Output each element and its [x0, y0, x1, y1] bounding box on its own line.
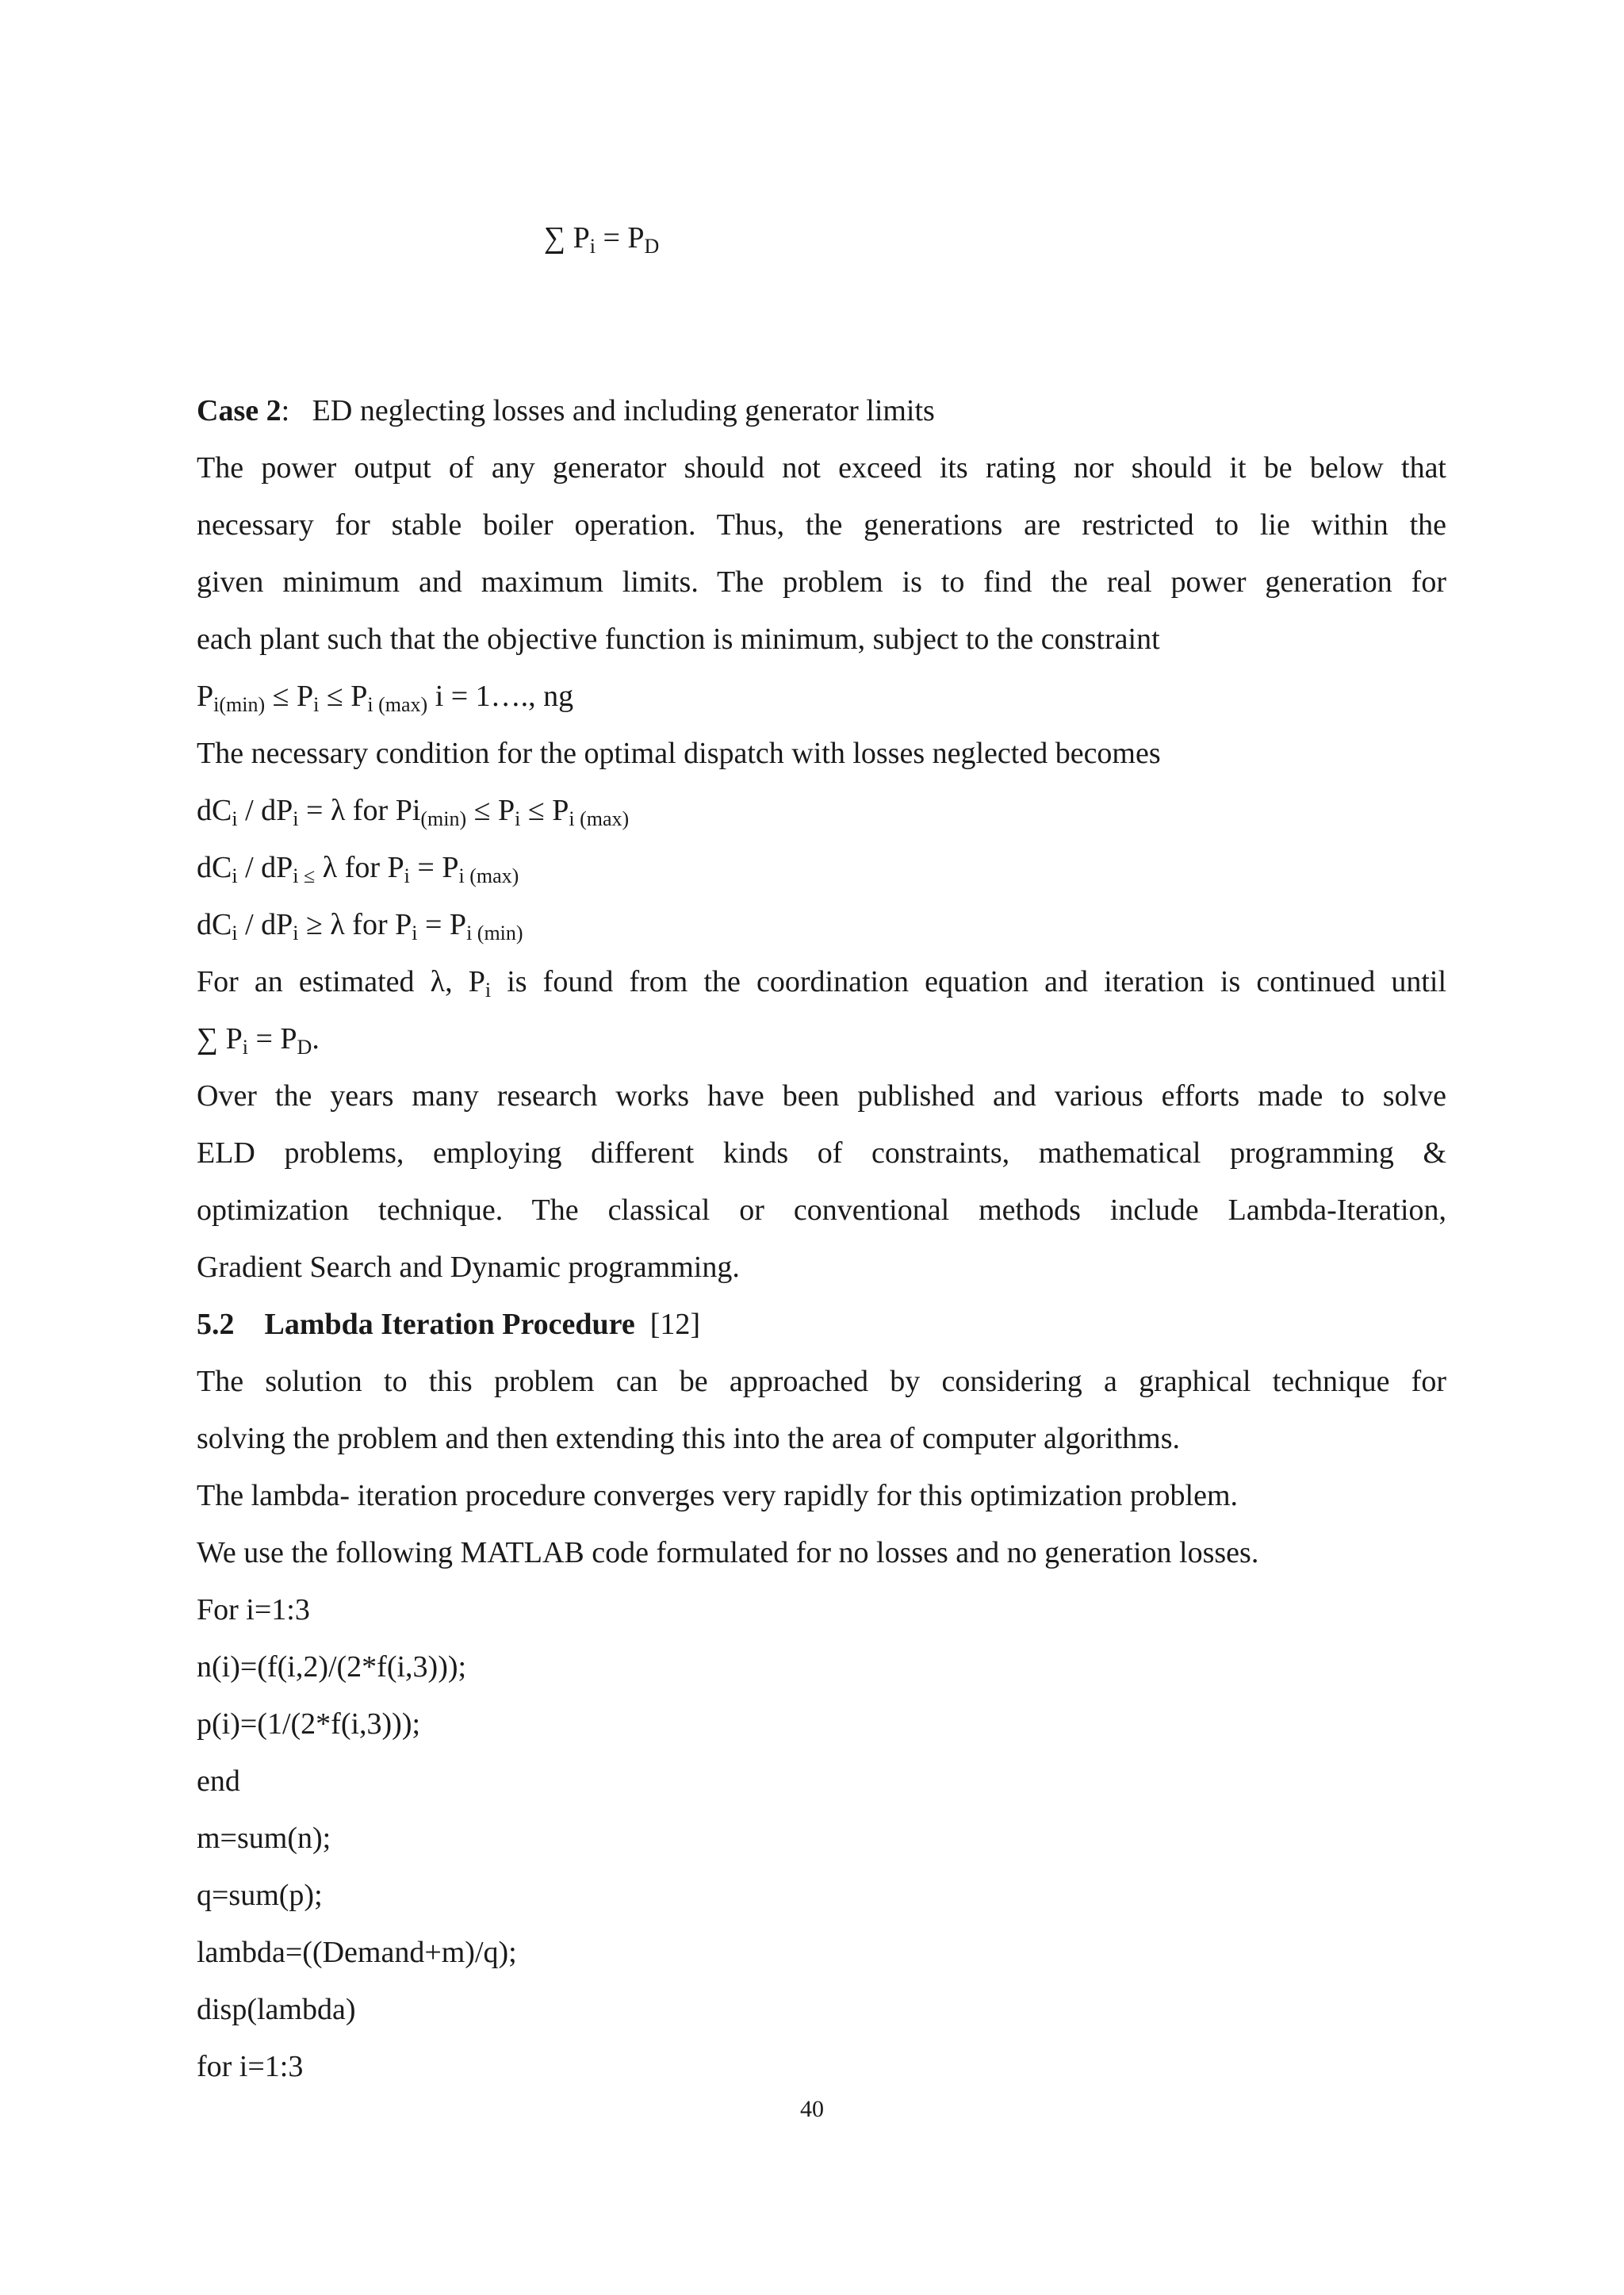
paragraph-line: The solution to this problem can be approached by considering a graphical technique for: [197, 1365, 1446, 1398]
paragraph-line: optimization technique. The classical or conventional methods include Lambda-Iteration,: [197, 1193, 1446, 1227]
code-line: disp(lambda): [197, 1993, 356, 2026]
optimality-condition-2: [197, 849, 519, 895]
paragraph-line: solving the problem and then extending this into the area of computer algorithms.: [197, 1422, 1180, 1455]
condition-text: = λ for Pi: [298, 794, 421, 827]
condition-text: dC: [197, 794, 232, 827]
condition-text: ≥ λ for P: [298, 908, 412, 941]
code-line: q=sum(p);: [197, 1879, 323, 1912]
equation-text: ∑ P: [544, 221, 590, 255]
condition-text: dC: [197, 908, 232, 941]
condition-subscript: i: [293, 921, 299, 944]
paragraph-line: Over the years many research works have been published and various efforts made to solve: [197, 1079, 1446, 1113]
condition-subscript: i: [232, 921, 238, 944]
constraint-text: i = 1…., ng: [427, 680, 574, 713]
constraint-text: ≤ P: [265, 680, 314, 713]
paragraph-line: The necessary condition for the optimal dispatch with losses neglected becomes: [197, 737, 1161, 770]
case-label: Case 2: [197, 394, 282, 427]
equation-subscript: D: [644, 235, 660, 258]
condition-text: λ for P: [315, 851, 404, 884]
condition-subscript: (min): [420, 807, 467, 830]
code-line: m=sum(n);: [197, 1822, 331, 1855]
condition-subscript: i (min): [466, 921, 523, 944]
paragraph-line: ELD problems, employing different kinds of constraints, mathematical programming &: [197, 1136, 1446, 1170]
constraint-text: P: [197, 680, 214, 713]
condition-text: = P: [417, 908, 467, 941]
condition-text: / dP: [237, 908, 293, 941]
code-line: lambda=((Demand+m)/q);: [197, 1936, 517, 1969]
code-line: end: [197, 1764, 240, 1798]
code-line: For i=1:3: [197, 1593, 310, 1626]
paragraph-line: necessary for stable boiler operation. Thus, the generations are restricted to lie within the: [197, 508, 1446, 542]
paragraph-line: given minimum and maximum limits. The problem is to find the real power generation for: [197, 565, 1446, 599]
case-heading: [197, 392, 935, 430]
sum-equation: [544, 219, 659, 266]
paragraph-line: [197, 963, 1446, 1010]
condition-subscript: i: [404, 864, 410, 887]
condition-text: / dP: [237, 794, 293, 827]
constraint-subscript: i (max): [367, 693, 428, 716]
condition-subscript: i: [232, 864, 238, 887]
constraint-subscript: i: [313, 693, 320, 716]
code-line: p(i)=(1/(2*f(i,3)));: [197, 1707, 421, 1741]
condition-text: ≤ P: [520, 794, 569, 827]
case-title: ED neglecting losses and including generator limits: [312, 394, 935, 427]
constraint-text: ≤ P: [319, 680, 368, 713]
section-title: Lambda Iteration Procedure: [264, 1308, 635, 1341]
generator-limit-constraint: [197, 677, 573, 724]
equation-subscript: i: [589, 235, 596, 258]
paragraph-subscript: i: [242, 1036, 248, 1059]
condition-text: dC: [197, 851, 232, 884]
paragraph-line: We use the following MATLAB code formulated for no losses and no generation losses.: [197, 1536, 1259, 1569]
paragraph-subscript: D: [297, 1036, 312, 1059]
paragraph-text: .: [312, 1022, 320, 1056]
section-heading: [197, 1305, 700, 1343]
section-reference: [12]: [649, 1308, 701, 1341]
condition-text: = P: [409, 851, 459, 884]
case-colon: :: [281, 394, 290, 427]
paragraph-text: ∑ P: [197, 1022, 243, 1056]
paragraph-line: each plant such that the objective function is minimum, subject to the constraint: [197, 623, 1160, 656]
condition-text: / dP: [237, 851, 293, 884]
section-number: 5.2: [197, 1308, 235, 1341]
optimality-condition-3: [197, 906, 523, 952]
condition-subscript: i ≤: [293, 864, 316, 887]
paragraph-text: = P: [247, 1022, 297, 1056]
condition-text: ≤ P: [466, 794, 515, 827]
page-number: 40: [800, 2096, 824, 2122]
paragraph-line: Gradient Search and Dynamic programming.: [197, 1251, 740, 1284]
condition-subscript: i: [293, 807, 299, 830]
condition-subscript: i: [515, 807, 521, 830]
constraint-subscript: i(min): [213, 693, 266, 716]
paragraph-text: For an estimated λ, P: [197, 965, 485, 998]
code-line: for i=1:3: [197, 2050, 304, 2083]
paragraph-text: is found from the coordination equation and iteration is continued until: [491, 965, 1446, 998]
condition-subscript: i: [412, 921, 418, 944]
condition-subscript: i: [232, 807, 238, 830]
paragraph-line: [197, 1020, 320, 1067]
paragraph-line: The power output of any generator should not exceed its rating nor should it be below that: [197, 451, 1446, 485]
equation-text: = P: [595, 221, 645, 255]
optimality-condition-1: [197, 791, 629, 838]
condition-subscript: i (max): [458, 864, 519, 887]
code-line: n(i)=(f(i,2)/(2*f(i,3)));: [197, 1650, 467, 1684]
paragraph-line: The lambda- iteration procedure converges very rapidly for this optimization problem.: [197, 1479, 1239, 1512]
condition-subscript: i (max): [569, 807, 630, 830]
paragraph-subscript: i: [485, 979, 492, 1002]
